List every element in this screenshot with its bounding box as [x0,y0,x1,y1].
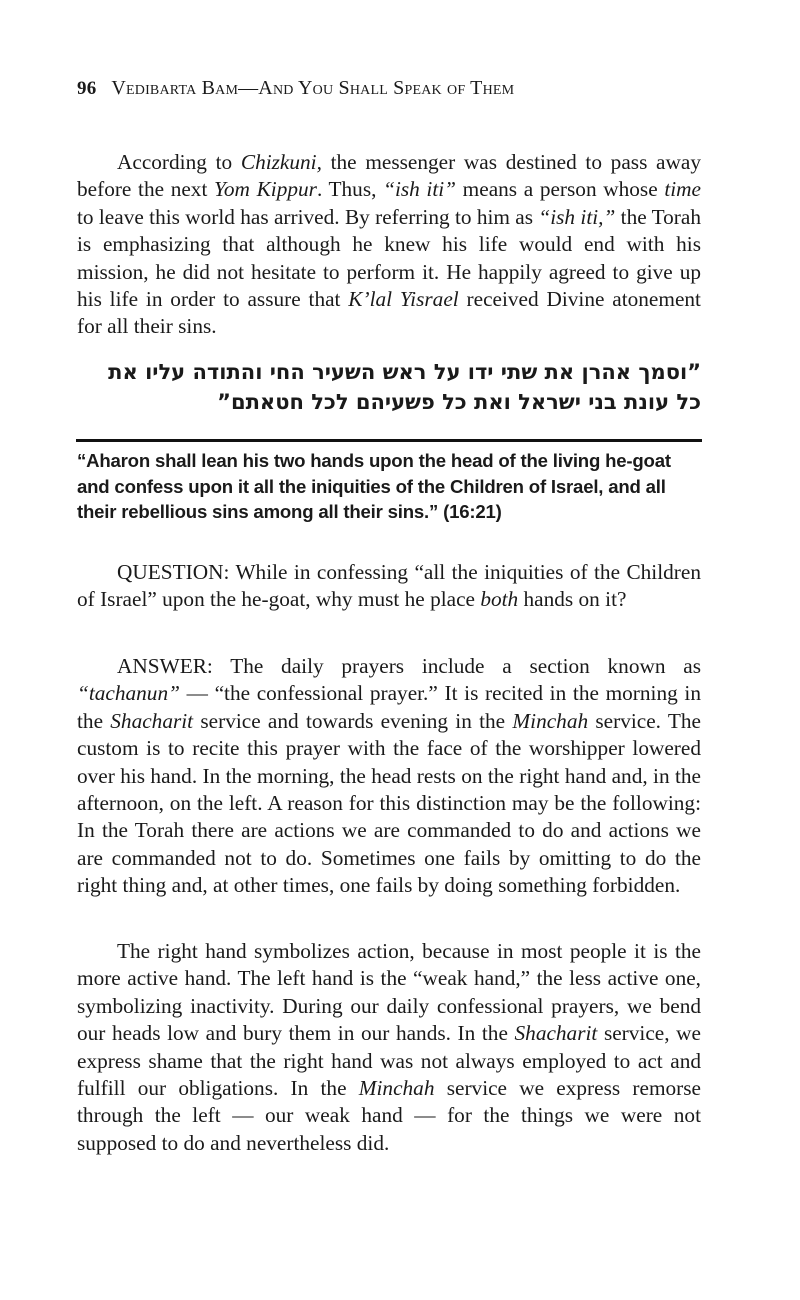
paragraph-text [77,653,701,900]
running-head [77,77,514,100]
question-paragraph [77,559,701,614]
page-number: 96 [77,78,97,99]
right-hand-paragraph [77,938,701,1157]
italic-term: K’lal Yisrael [348,287,459,312]
book-title: Vedibarta Bam—And You Shall Speak of Them [111,77,515,99]
text-run: the Torah is emphasizing that although he knew his life would end with his mission, he did not hesitate to perform it. He happily agreed to give up his life in order to assure that [77,204,701,312]
italic-term: time [664,177,701,202]
italic-term: Yom Kippur [214,177,317,202]
text-run: to leave this world has arrived. By referring to him as [77,204,539,229]
text-run: QUESTION: While in confessing “all the iniquities of the Children of Israel” upon the he-goat, why must he place [77,560,701,612]
italic-term: Shacharit [110,708,194,733]
text-run: means a person whose [456,177,665,202]
text-run: received Divine atonement for all their sins. [77,287,701,339]
answer-paragraph [77,653,701,900]
text-run: hands on it? [518,587,627,612]
paragraph-text [77,149,701,341]
text-run: service we express remorse through the left — our weak hand — for the things we were not supposed to do and nevertheless did. [77,1076,701,1155]
text-run: ANSWER: The daily prayers include a section known as [117,654,701,678]
text-run: service. The custom is to recite this prayer with the face of the worshipper lowered over his hand. In the morning, the head rests on the right hand and, in the afternoon, on the left. A reason for this distinction may be the following: In the Torah there are actions we are commanded to do and actions we are commanded not to do. Sometimes one fails by omitting to do the right thing and, at other times, one fails by doing something forbidden. [77,708,701,898]
italic-term: Shacharit [514,1021,598,1046]
italic-term: “ish iti,” [538,204,616,229]
italic-term: “ish iti” [383,177,457,202]
text-run: — “the confessional prayer.” It is recited in the morning in the [77,681,701,733]
italic-term: both [480,587,519,612]
text-run: service, we express shame that the right hand was not always employed to act and fulfill our obligations. In the [77,1021,702,1101]
italic-term: “tachanun” [77,681,180,706]
verse-translation: “Aharon shall lean his two hands upon the head of the living he-goat and confess upon it all the iniquities of the Children of Israel, and all their rebellious sins among all their sins.” (16:21) [77,450,671,523]
text-run: . Thus, [316,177,384,202]
text-run: The right hand symbolizes action, because in most people it is the more active hand. The left hand is the “weak hand,” the less active one, symbolizing inactivity. During our daily confessional prayers, we bend our heads low and bury them in our hands. In the [77,939,701,1046]
italic-term: Chizkuni, [240,150,322,174]
text-run: According to [117,150,241,174]
italic-term: Minchah [358,1076,435,1101]
text-run: service and towards evening in the [193,708,513,733]
italic-term: Minchah [512,708,589,733]
intro-paragraph [77,149,701,341]
text-run: the messenger was destined to pass away before the next [77,150,701,202]
paragraph-text [77,559,701,614]
paragraph-text [77,938,701,1157]
section-divider [76,439,702,442]
hebrew-verse: ”וסמך אהרן את שתי ידו על ראש השעיר החי והתודה עליו את כל עונת בני ישראל ואת כל פשעיהם לכל חטאתם” [108,360,701,414]
